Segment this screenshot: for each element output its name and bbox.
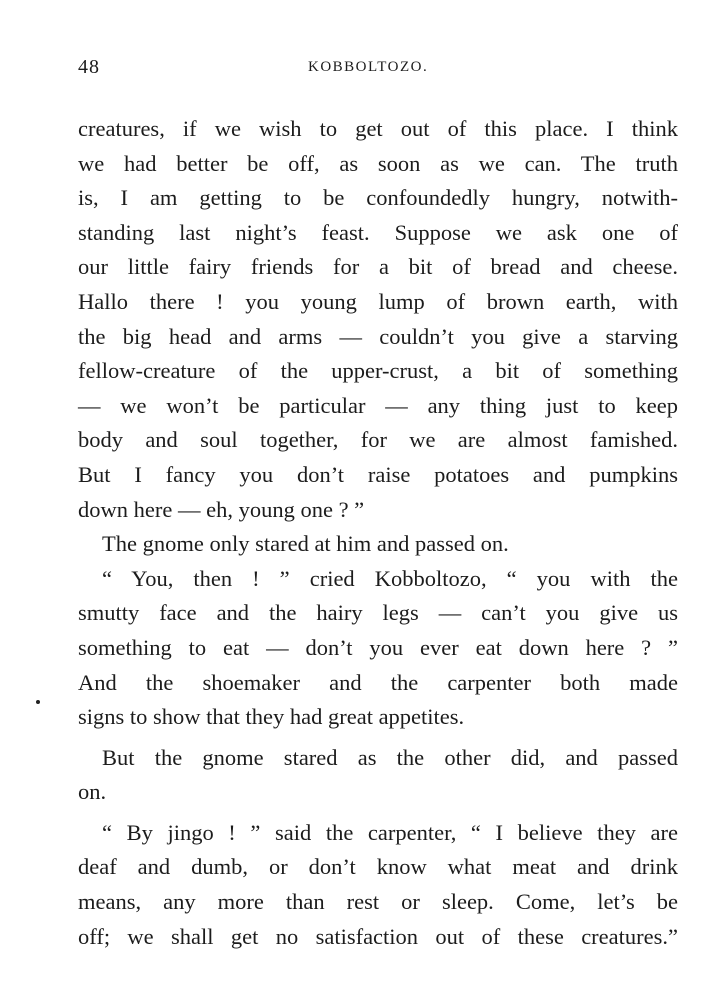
text-line: And the shoemaker and the carpenter both made xyxy=(78,669,678,695)
text-line: our little fairy friends for a bit of bread and cheese. xyxy=(78,254,678,280)
text-line: is, I am getting to be confoundedly hungry, notwith- xyxy=(78,185,678,211)
text-line: the big head and arms — couldn’t you give a starving xyxy=(78,323,678,349)
text-line: we had better be off, as soon as we can. The truth xyxy=(78,150,678,176)
text-line: down here — eh, young one ? ” xyxy=(78,496,365,522)
running-title: KOBBOLTOZO. xyxy=(308,59,429,75)
text-line: body and soul together, for we are almost famished. xyxy=(78,427,678,453)
text-line: creatures, if we wish to get out of this place. I think xyxy=(78,116,678,141)
ink-speck xyxy=(36,700,40,704)
text-line: smutty face and the hairy legs — can’t you give us xyxy=(78,600,678,626)
text-line: on. xyxy=(78,779,107,805)
text-line: off; we shall get no satisfaction out of these creatures.” xyxy=(78,923,678,949)
text-line: fellow-creature of the upper-crust, a bit of something xyxy=(78,358,678,384)
text-line: But I fancy you don’t raise potatoes and pumpkins xyxy=(78,461,678,487)
text-line: — we won’t be particular — any thing just to keep xyxy=(78,392,678,418)
text-line: “ By jingo ! ” said the carpenter, “ I believe they are xyxy=(102,819,678,845)
running-head xyxy=(78,56,678,84)
text-line: something to eat — don’t you ever eat down here ? ” xyxy=(78,634,678,660)
text-line: means, any more than rest or sleep. Come, let’s be xyxy=(78,889,678,915)
text-line: “ You, then ! ” cried Kobboltozo, “ you with the xyxy=(102,565,678,591)
page-number: 48 xyxy=(78,56,100,78)
text-line: But the gnome stared as the other did, and passed xyxy=(102,744,678,770)
text-line: deaf and dumb, or don’t know what meat and drink xyxy=(78,854,678,880)
body-text xyxy=(78,112,678,954)
text-line: standing last night’s feast. Suppose we ask one of xyxy=(78,219,678,245)
text-line: Hallo there ! you young lump of brown earth, with xyxy=(78,288,678,314)
text-line: signs to show that they had great appetites. xyxy=(78,704,465,730)
text-line: The gnome only stared at him and passed on. xyxy=(102,531,509,557)
